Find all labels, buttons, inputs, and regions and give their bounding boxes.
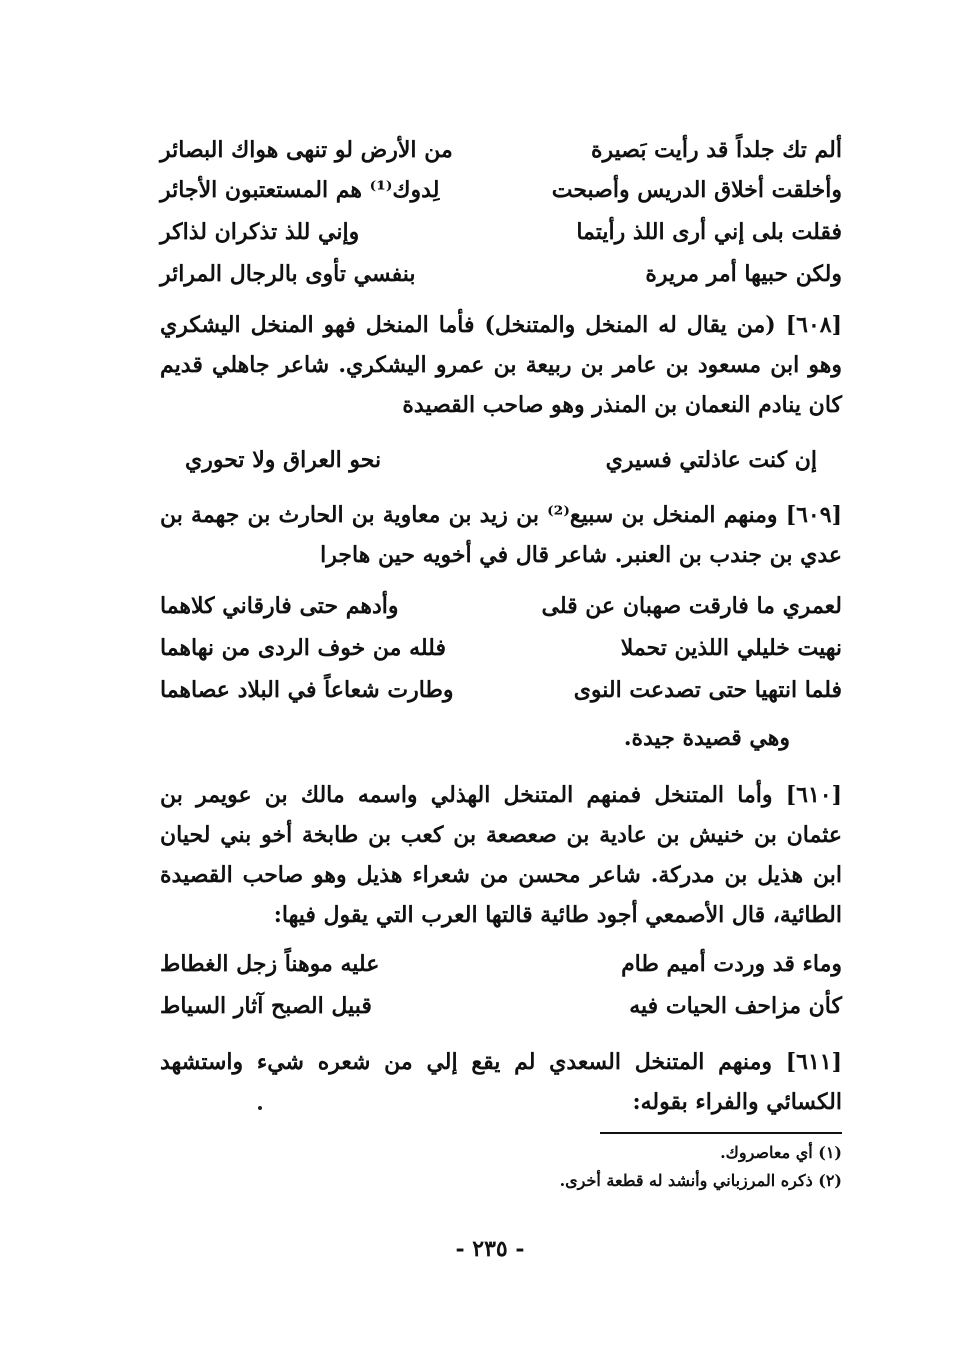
entry-611: [٦١١] ومنهم المتنخل السعدي لم يقع إلي من شعره شيء واستشهد الكسائي والفراء بقوله: [160,1049,842,1115]
footnote-2: (٢) ذكره المرزباني وأنشد له قطعة أخرى. [559,1171,842,1190]
verse-second-hemistich: نحو العراق ولا تحوري [185,447,382,473]
verse-first-hemistich: ألم تك جلداً قد رأيت بَصيرة [591,137,842,163]
verse-first-hemistich: إن كنت عاذلتي فسيري [605,447,817,473]
page-number: - ٢٣٥ - [455,1236,525,1262]
verse-line [160,212,842,252]
ink-speck [258,1106,262,1110]
verse-first-hemistich: ولكن حبيها أمر مريرة [645,261,842,287]
entry-610: [٦١٠] وأما المتنخل فمنهم المتنخل الهذلي واسمه مالك بن عويمر بن عثمان بن خنيش بن عادية بن صعصعة بن كعب بن طابخة أخو بني لحيان ابن هذيل بن مدركة. شاعر محسن من شعراء هذيل وهو صاحب القصيدة الطائية، قال الأصمعي أجود طائية قالتها العرب التي يقول فيها: [160,782,842,928]
verse-line [160,628,842,668]
verse-second-hemistich: فلله من خوف الردى من نهاهما [160,635,446,661]
verse-line [160,670,842,710]
verse-line [160,440,842,480]
verse-first-hemistich: فقلت بلى إني أرى اللذ رأيتما [576,219,842,245]
verse-first-hemistich: كأن مزاحف الحيات فيه [629,993,842,1019]
verse-second-hemistich: عليه موهناً زجل الغطاط [160,951,380,977]
verse-first-hemistich: فلما انتهيا حتى تصدعت النوى [573,677,842,703]
verse-second-hemistich: وإني للذ تذكران لذاكر [160,219,360,245]
footnote-rule [600,1132,842,1134]
verse-second-hemistich: من الأرض لو تنهى هواك البصائر [160,137,453,163]
entry-608 [160,305,842,425]
verse-line [160,170,842,210]
verse-second-hemistich: لِدوك⁽¹⁾ هم المستعتبون الأجائر [160,177,440,203]
entry-609: [٦٠٩] ومنهم المنخل بن سبيع⁽²⁾ بن زيد بن معاوية بن الحارث بن جهمة بن عدي بن جندب بن العنبر. شاعر قال في أخويه حين هاجرا [160,502,842,568]
verse-second-hemistich: وطارت شعاعاً في البلاد عصاهما [160,677,454,703]
verse-first-hemistich: لعمري ما فارقت صهبان عن قلى [541,593,842,619]
verse-line [160,986,842,1026]
entry-609-note: وهي قصيدة جيدة. [623,725,790,751]
verse-first-hemistich: وأخلقت أخلاق الدريس وأصبحت [551,177,842,203]
verse-line [160,944,842,984]
entry-608-heading: [٦٠٨] (من يقال له المنخل والمتنخل) [484,312,843,338]
verse-line [160,130,842,170]
verse-second-hemistich: وأدهم حتى فارقاني كلاهما [160,593,399,619]
verse-second-hemistich: قبيل الصبح آثار السياط [160,993,372,1019]
verse-first-hemistich: وماء قد وردت أميم طام [621,951,842,977]
verse-second-hemistich: بنفسي تأوى بالرجال المرائر [160,261,416,287]
verse-line [160,586,842,626]
footnote-1: (١) أي معاصروك. [720,1143,842,1162]
entry-608-text: فأما المنخل فهو المنخل اليشكري وهو ابن مسعود بن عامر بن ربيعة بن عمرو اليشكري. شاعر جاهلي قديم كان ينادم النعمان بن المنذر وهو صاحب القصيدة [160,312,842,418]
verse-line [160,254,842,294]
verse-first-hemistich: نهيت خليلي اللذين تحملا [620,635,842,661]
